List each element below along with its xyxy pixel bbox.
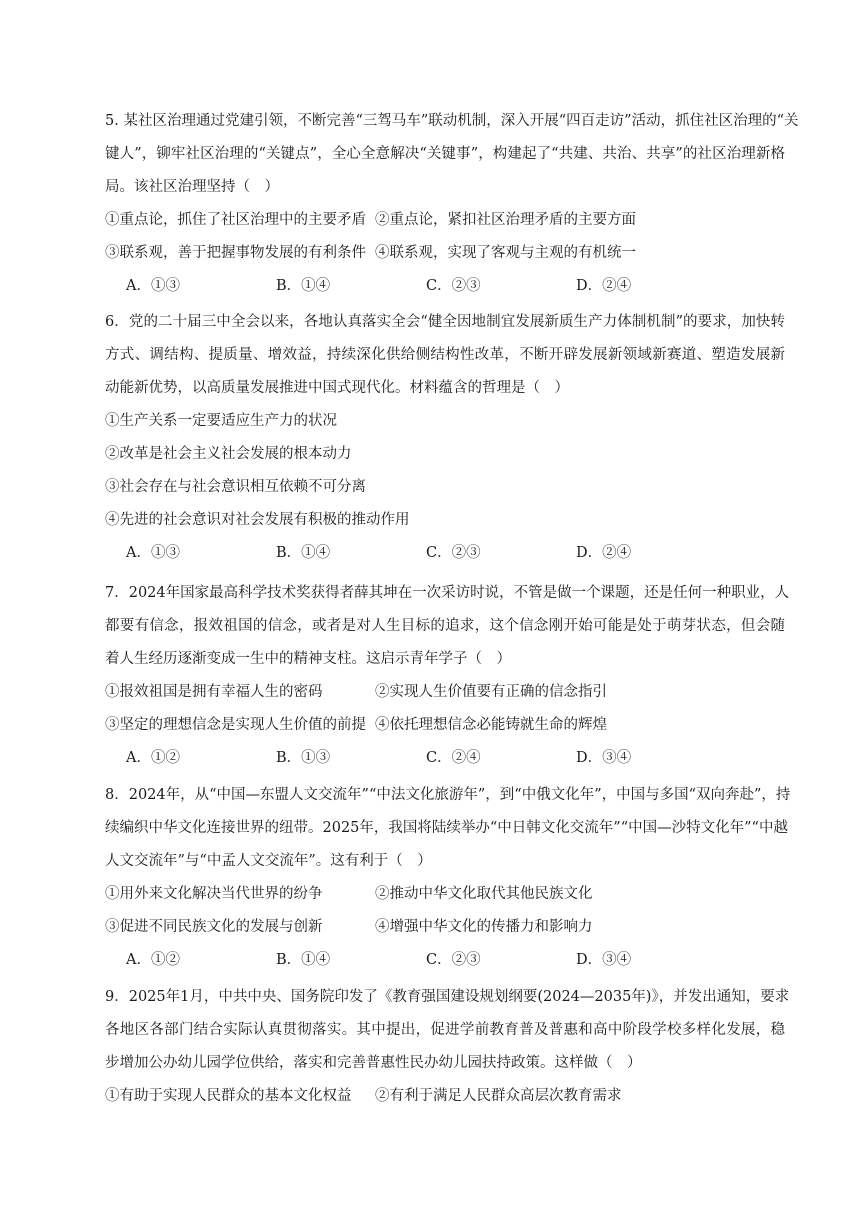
question-stem-line: 9．2025年1月，中共中央、国务院印发了《教育强国建设规划纲要(2024—2035年)》，并发出通知，要求 — [105, 989, 790, 1005]
option-a: A．①② — [126, 750, 180, 766]
statement-3: ③坚定的理想信念是实现人生价值的前提 — [105, 717, 366, 733]
answer-options — [105, 742, 785, 775]
question-7 — [105, 577, 790, 775]
question-stem-line: 续编织中华文化连接世界的纽带。2025年，我国将陆续举办“中日韩文化交流年”“中国—沙特文化年”“中越 — [105, 820, 788, 836]
question-stem-line: 各地区各部门结合实际认真贯彻落实。其中提出，促进学前教育普及普惠和高中阶段学校多样化发展，稳 — [105, 1022, 785, 1038]
option-b: B．①④ — [276, 545, 331, 561]
option-d: D．②④ — [576, 278, 632, 294]
statement-1: ①报效祖国是拥有幸福人生的密码 — [105, 684, 323, 700]
option-c: C．②③ — [426, 952, 481, 968]
answer-options — [105, 537, 785, 570]
question-5 — [105, 105, 799, 303]
statement-row — [105, 237, 785, 270]
question-stem-line: 方式、调结构、提质量、增效益，持续深化供给侧结构性改革，不断开辟发展新领域新赛道、塑造发展新 — [105, 347, 785, 363]
statement-2: ②推动中华文化取代其他民族文化 — [375, 886, 593, 902]
statement-row — [105, 911, 785, 944]
statement-row — [105, 1080, 785, 1113]
question-8 — [105, 779, 791, 977]
statement-4: ④先进的社会意识对社会发展有积极的推动作用 — [105, 512, 410, 528]
question-stem-line: 都要有信念，报效祖国的信念，或者是对人生目标的追求，这个信念刚开始可能是处于萌芽状态，但会随 — [105, 618, 785, 634]
statement-3: ③联系观，善于把握事物发展的有利条件 — [105, 245, 366, 261]
statement-row — [105, 709, 785, 742]
option-b: B．①④ — [276, 952, 331, 968]
statement-row — [105, 204, 785, 237]
statement-row — [105, 676, 785, 709]
option-a: A．①③ — [126, 545, 180, 561]
option-a: A．①② — [126, 952, 180, 968]
option-c: C．②③ — [426, 545, 481, 561]
statement-2: ②重点论，紧扣社区治理矛盾的主要方面 — [375, 212, 636, 228]
question-stem-line: 动能新优势，以高质量发展推进中国式现代化。材料蕴含的哲理是（ ） — [105, 380, 569, 396]
question-stem-line: 5. 某社区治理通过党建引领，不断完善“三驾马车”联动机制，深入开展“四百走访”活动，抓住社区治理的“关 — [105, 113, 799, 129]
statement-1: ①生产关系一定要适应生产力的状况 — [105, 413, 337, 429]
option-d: D．③④ — [576, 750, 632, 766]
statement-2: ②有利于满足人民群众高层次教育需求 — [375, 1088, 622, 1104]
statement-4: ④依托理想信念必能铸就生命的辉煌 — [375, 717, 607, 733]
statement-4: ④增强中华文化的传播力和影响力 — [375, 919, 593, 935]
statement-1: ①有助于实现人民群众的基本文化权益 — [105, 1088, 352, 1104]
statement-2: ②改革是社会主义社会发展的根本动力 — [105, 446, 352, 462]
answer-options — [105, 270, 785, 303]
option-c: C．②③ — [426, 278, 481, 294]
question-6 — [105, 306, 785, 570]
question-stem-line: 人文交流年”与“中孟人文交流年”。这有利于（ ） — [105, 853, 432, 869]
statement-2: ②实现人生价值要有正确的信念指引 — [375, 684, 607, 700]
question-stem-line: 着人生经历逐渐变成一生中的精神支柱。这启示青年学子（ ） — [105, 651, 511, 667]
statement-3: ③社会存在与社会意识相互依赖不可分离 — [105, 479, 366, 495]
statement-3: ③促进不同民族文化的发展与创新 — [105, 919, 323, 935]
question-stem-line: 步增加公办幼儿园学位供给，落实和完善普惠性民办幼儿园扶持政策。这样做（ ） — [105, 1055, 642, 1071]
option-b: B．①③ — [276, 750, 331, 766]
answer-options — [105, 944, 785, 977]
statement-4: ④联系观，实现了客观与主观的有机统一 — [375, 245, 636, 261]
question-stem-line: 键人”，铆牢社区治理的“关键点”，全心全意解决“关键事”，构建起了“共建、共治、共享”的社区治理新格 — [105, 146, 785, 162]
statement-1: ①重点论，抓住了社区治理中的主要矛盾 — [105, 212, 366, 228]
question-9 — [105, 981, 790, 1113]
statement-1: ①用外来文化解决当代世界的纷争 — [105, 886, 323, 902]
question-stem-line: 局。该社区治理坚持（ ） — [105, 179, 279, 195]
option-d: D．②④ — [576, 545, 632, 561]
option-b: B．①④ — [276, 278, 331, 294]
question-stem-line: 8．2024年，从“中国—东盟人文交流年”“中法文化旅游年”，到“中俄文化年”，中国与多国“双向奔赴”，持 — [105, 787, 791, 803]
option-d: D．③④ — [576, 952, 632, 968]
question-stem-line: 7．2024年国家最高科学技术奖获得者薛其坤在一次采访时说，不管是做一个课题，还是任何一种职业，人 — [105, 585, 790, 601]
question-stem-line: 6．党的二十届三中全会以来，各地认真落实全会“健全因地制宜发展新质生产力体制机制”的要求，加快转 — [105, 314, 785, 330]
option-a: A．①③ — [126, 278, 180, 294]
option-c: C．②④ — [426, 750, 481, 766]
statement-row — [105, 878, 785, 911]
